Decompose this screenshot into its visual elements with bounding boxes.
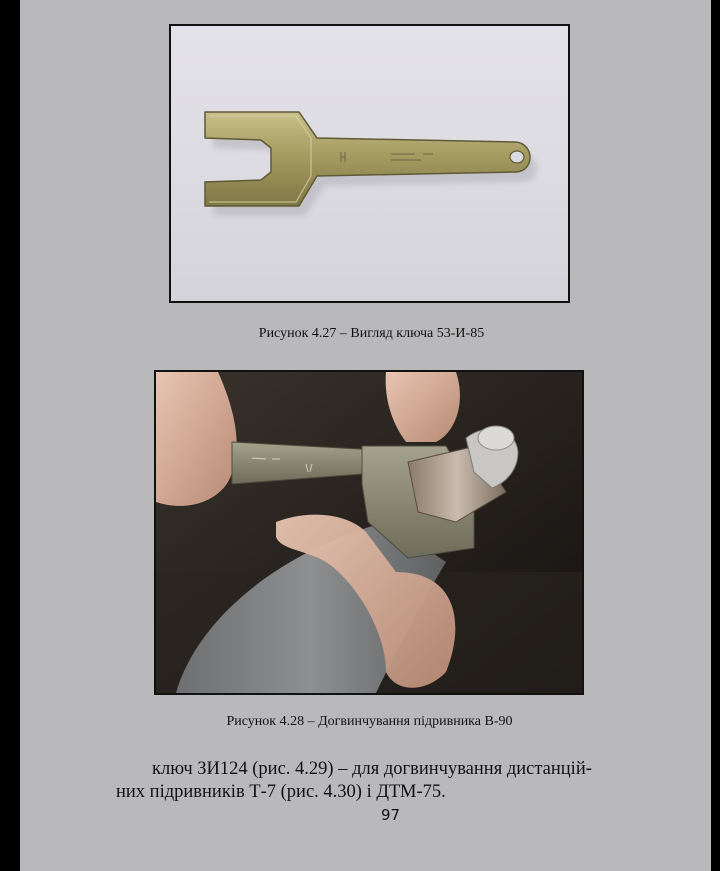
- document-page: [20, 0, 711, 871]
- figure-fuze-wrench-photo: [154, 370, 584, 695]
- fuze-illustration: [156, 372, 582, 693]
- body-text-line: ключ ЗИ124 (рис. 4.29) – для догвинчування дистанцій-: [152, 759, 592, 779]
- wrench-illustration: [171, 26, 568, 301]
- figure-wrench-photo: [169, 24, 570, 303]
- body-text-line: них підривників Т-7 (рис. 4.30) і ДТМ-75.: [116, 782, 446, 802]
- figure-caption: Рисунок 4.27 – Вигляд ключа 53-И-85: [258, 326, 485, 341]
- page-number: 97: [380, 806, 401, 824]
- figure-caption: Рисунок 4.28 – Догвинчування підривника В-90: [226, 714, 513, 729]
